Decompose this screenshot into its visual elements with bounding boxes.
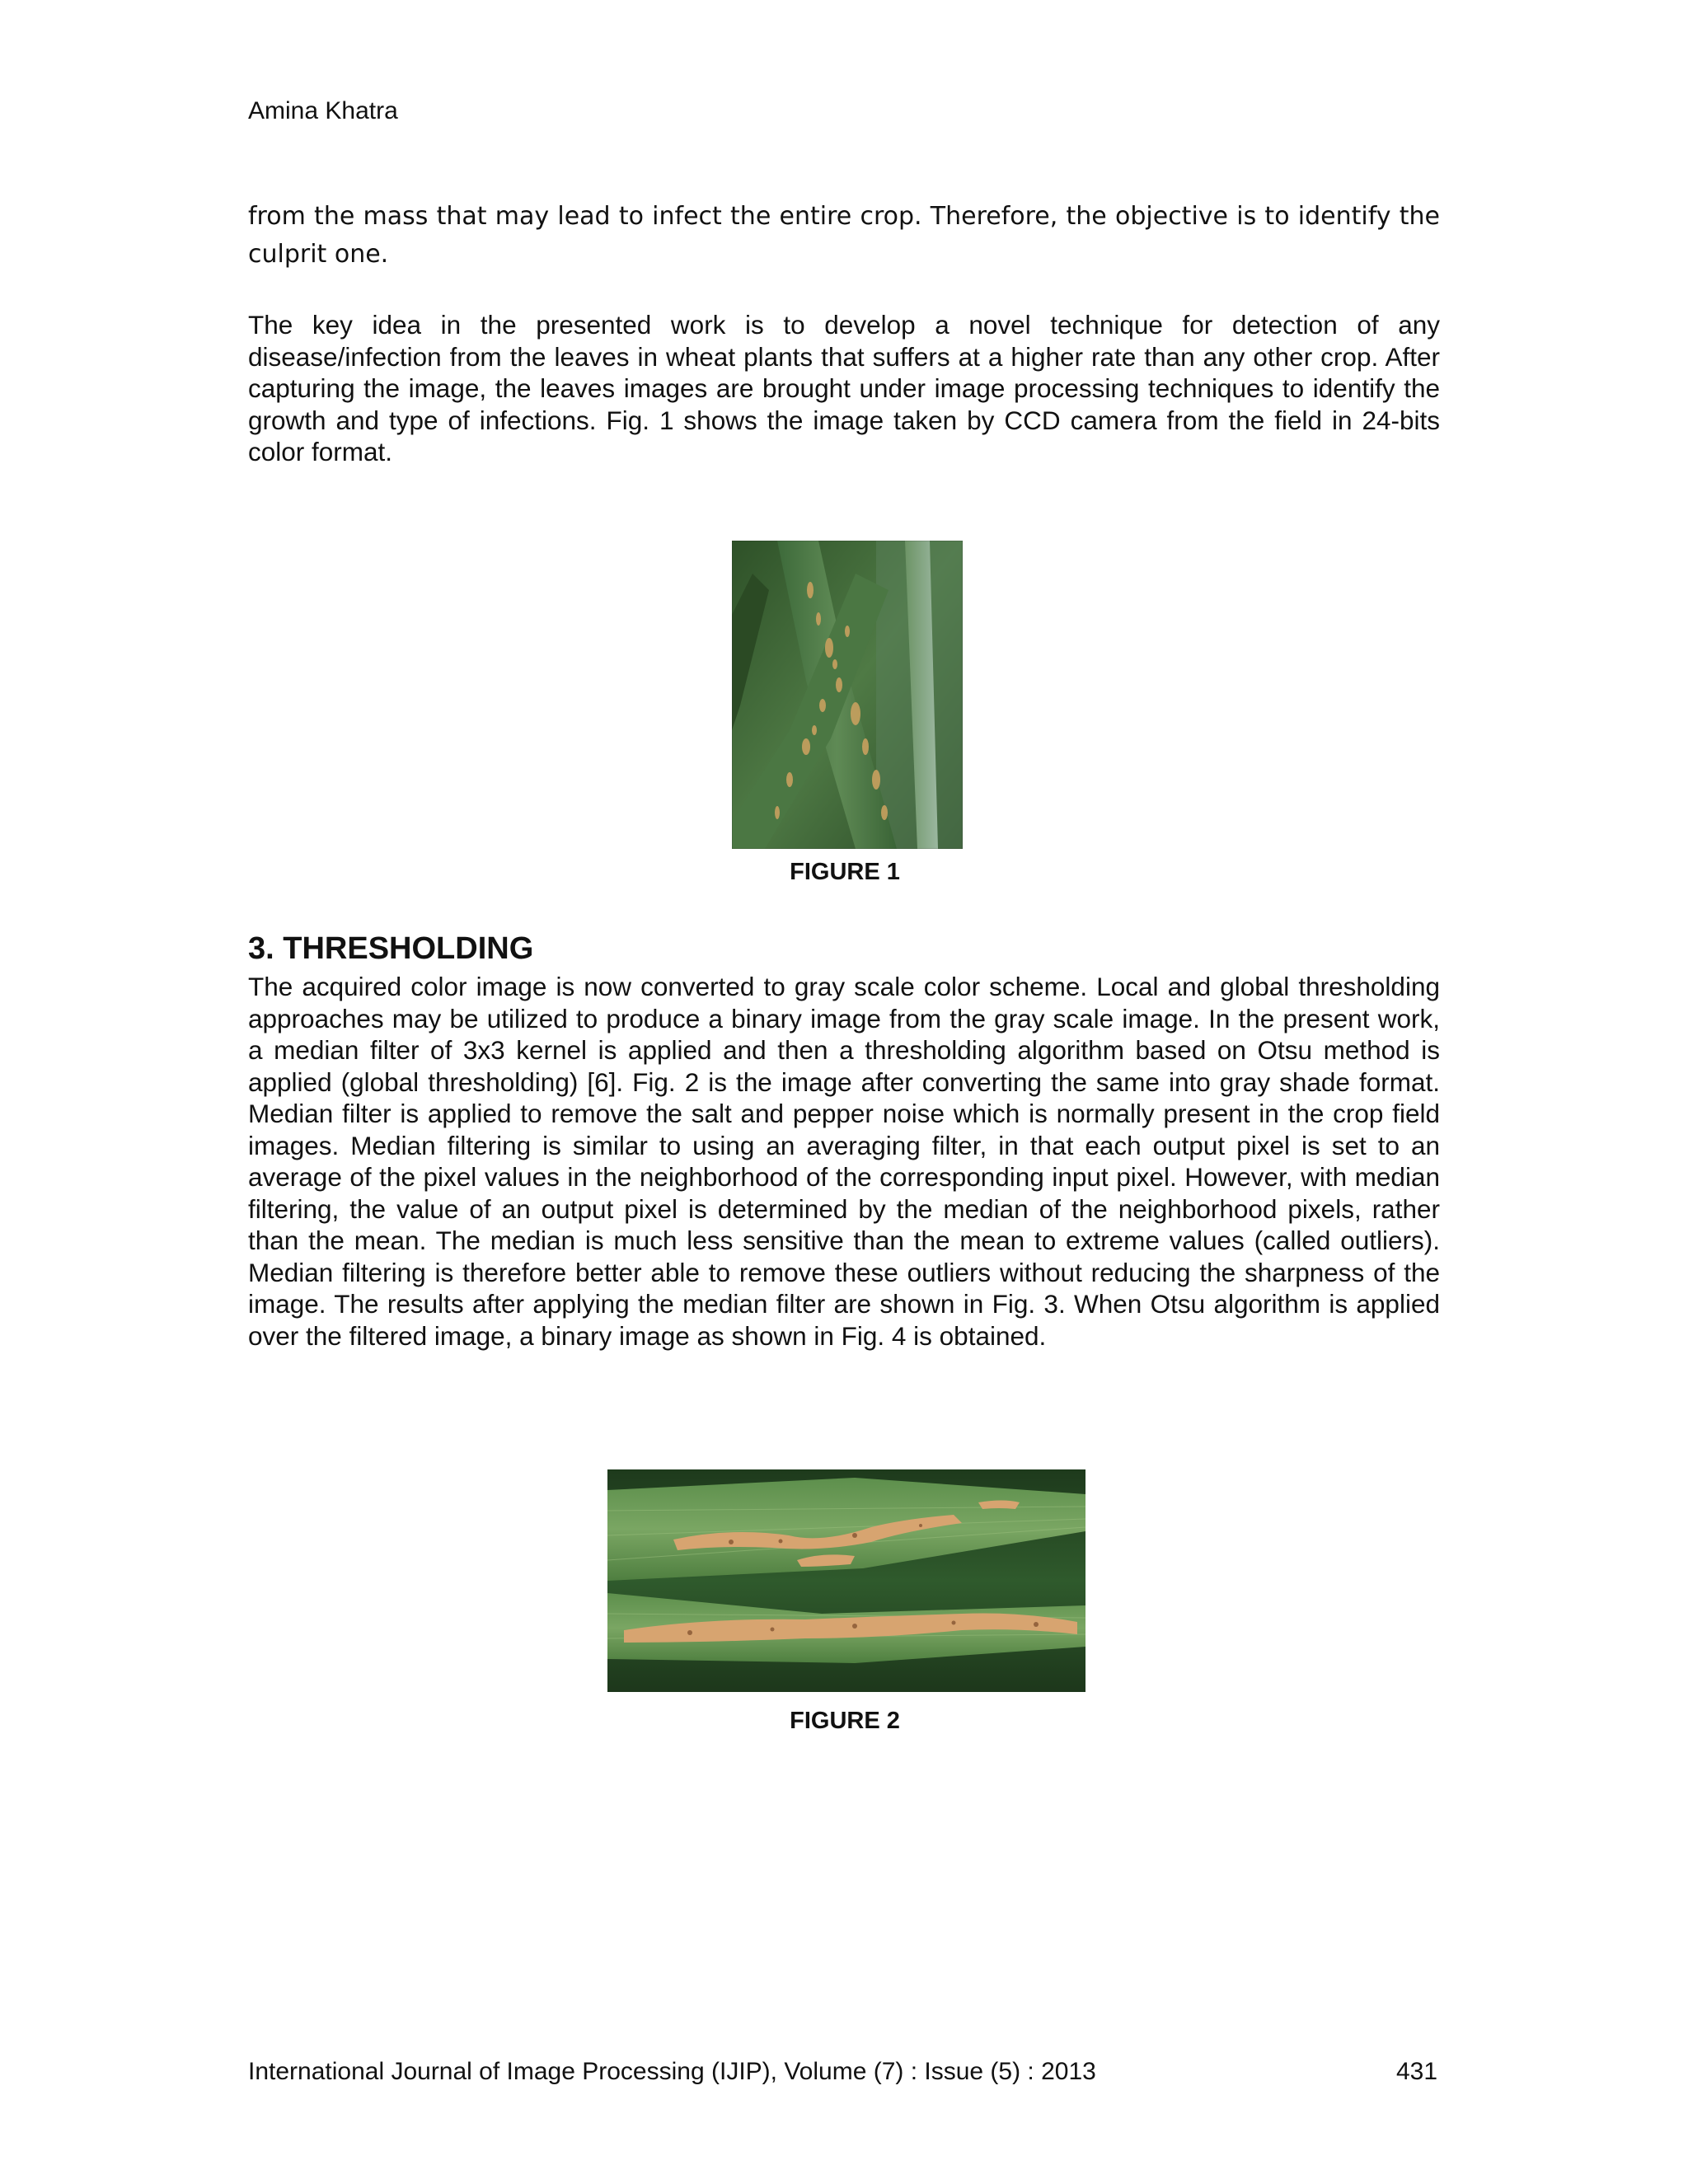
section-heading-thresholding: 3. THRESHOLDING <box>248 931 534 966</box>
figure-1-wheat-leaf-photo <box>732 541 963 849</box>
figure-1-caption: FIGURE 1 <box>790 859 900 885</box>
running-header-author: Amina Khatra <box>248 97 398 124</box>
figure-2-caption: FIGURE 2 <box>790 1708 900 1734</box>
page-number: 431 <box>1396 2058 1438 2085</box>
body-paragraph-2: The key idea in the presented work is to develop a novel technique for detection of any disease/infection from the leaves in wheat plants that suffers at a higher rate than any other crop. After capturing the image, the leaves images are brought under image processing techniques to identify the growth and type of infections. Fig. 1 shows the image taken by CCD camera from the field in 24-bits color format. <box>248 310 1440 466</box>
body-paragraph-3: The acquired color image is now converted to gray scale color scheme. Local and global thresholding approaches may be utilized to produce a binary image from the gray scale image. In the present work, a median filter of 3x3 kernel is applied and then a thresholding algorithm based on Otsu method is applied (global thresholding) [6]. Fig. 2 is the image after converting the same into gray shade format. Median filter is applied to remove the salt and pepper noise which is normally present in the crop field images. Median filtering is similar to using an averaging filter, in that each output pixel is set to an average of the pixel values in the neighborhood of the corresponding input pixel. However, with median filtering, the value of an output pixel is determined by the median of the neighborhood pixels, rather than the mean. The median is much less sensitive than the mean to extreme values (called outliers). Median filtering is therefore better able to remove these outliers without reducing the sharpness of the image. The results after applying the median filter are shown in Fig. 3. When Otsu algorithm is applied over the filtered image, a binary image as shown in Fig. 4 is obtained. <box>248 972 1440 1351</box>
body-paragraph-1: from the mass that may lead to infect the entire crop. Therefore, the objective is to identify the culprit one. <box>248 202 1440 269</box>
running-footer-journal: International Journal of Image Processing (IJIP), Volume (7) : Issue (5) : 2013 <box>248 2058 1096 2085</box>
figure-2-wheat-leaf-photo <box>607 1469 1085 1692</box>
